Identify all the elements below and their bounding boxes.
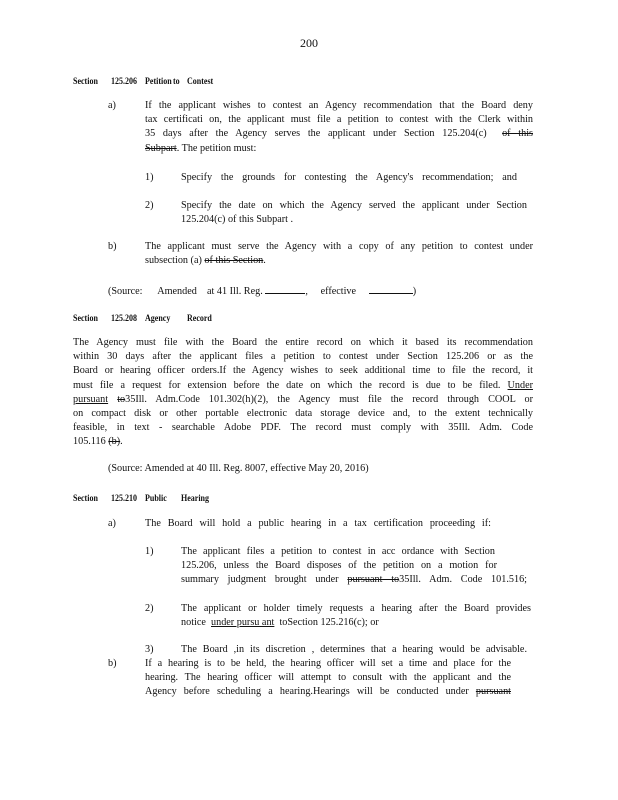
heading-word: Record [187, 313, 212, 324]
text-line: feasible, in text - searchable Adobe PDF. The record must comply with 35Ill. Adm. Code [73, 422, 533, 434]
text-line: hearing. The hearing officer will attempt to consult with the applicant and the [145, 672, 511, 684]
text-line: The Board ,in its discretion , determines that a hearing would be advisable. [181, 644, 527, 655]
text-run: Amended [157, 286, 197, 297]
heading-word: Public [145, 493, 167, 504]
heading-word: to [173, 76, 180, 87]
paragraph-206-a [145, 99, 533, 156]
text-run: . [263, 255, 266, 267]
deleted-text: of this Section [204, 255, 264, 267]
text-line: If a hearing is to be held, the hearing officer will set a time and place for the [145, 658, 511, 669]
text-run: 35Ill. Adm.Code 101.302(h)(2), the Agency must file the record through COOL or [125, 393, 534, 405]
paragraph-210-a-2 [181, 602, 531, 630]
source-note-208: (Source: Amended at 40 Ill. Reg. 8007, effective May 20, 2016) [108, 463, 369, 474]
deleted-text: pursuant to [347, 574, 400, 586]
text-run: 35 days after the Agency serves the applicant under Section 125.204(c) [145, 128, 487, 140]
paragraph-208 [73, 336, 533, 450]
item-label-b: b) [108, 658, 117, 669]
text-line: Board or hearing officer orders.If the Agency wishes to seek additional time to file the record, it [73, 365, 533, 377]
paragraph-210-a-1 [181, 545, 527, 588]
item-label-b: b) [108, 241, 117, 252]
text-line [73, 393, 533, 407]
text-line: If the applicant wishes to contest an Agency recommendation that the Board deny [145, 100, 533, 111]
paragraph-206-a-1 [181, 171, 517, 185]
text-line: 125.206, unless the Board disposes of the petition on a motion for [181, 560, 497, 572]
text-run: 35Ill. Adm. Code 101.516; [399, 574, 528, 586]
text-line: on compact disk or other portable electronic data storage device and, to the extent technically [73, 408, 533, 420]
heading-word: 125.208 [111, 313, 137, 324]
text-line: Specify the grounds for contesting the Agency's recommendation; and [181, 172, 517, 183]
inserted-text: under pursu ant [211, 617, 275, 629]
deleted-text: of this [502, 128, 533, 140]
section-heading-125-206 [73, 76, 213, 86]
item-label-a: a) [108, 518, 116, 529]
text-line: Specify the date on which the Agency served the applicant under Section [181, 200, 527, 211]
text-line [145, 685, 511, 699]
text-run: summary judgment brought under [181, 574, 339, 586]
text-run: Agency before scheduling a hearing.Hearings will be conducted under [145, 686, 469, 698]
text-line [181, 616, 531, 630]
paragraph-210-a [145, 517, 491, 531]
paragraph-206-b [145, 240, 533, 268]
text-line: 125.204(c) of this Subpart . [181, 214, 294, 226]
item-label-3: 3) [145, 644, 154, 655]
text-line [145, 254, 533, 268]
text-run: must file a request for extension before the date on which the record is due to be filed. [73, 379, 501, 391]
text-line [73, 435, 533, 449]
heading-word: Hearing [181, 493, 209, 504]
deleted-text: to [117, 393, 126, 405]
paragraph-210-b [145, 657, 511, 700]
text-line: within 30 days after the applicant files a petition to contest under Section 125.206 or as the [73, 351, 533, 363]
deleted-text: Subpart [145, 142, 177, 154]
item-label-1: 1) [145, 172, 154, 183]
text-line: The Agency must file with the Board the entire record on which it based its recommendation [73, 337, 533, 348]
text-run: subsection (a) [145, 255, 202, 267]
inserted-text: pursuant [73, 393, 109, 405]
text-run: . [120, 436, 123, 448]
text-line [145, 127, 533, 141]
text-run: . The petition must: [176, 142, 257, 154]
item-label-2: 2) [145, 603, 154, 614]
heading-word: 125.210 [111, 493, 137, 504]
heading-word: 125.206 [111, 76, 137, 87]
page-number: 200 [300, 36, 318, 50]
inserted-text: Under [507, 379, 533, 391]
section-heading-125-208 [73, 313, 212, 323]
text-line: The Board will hold a public hearing in a tax certification proceeding if: [145, 518, 491, 529]
text-line: The applicant or holder timely requests a hearing after the Board provides [181, 603, 531, 614]
text-line: The applicant must serve the Agency with a copy of any petition to contest under [145, 241, 533, 252]
text-run: 105.116 [73, 436, 106, 448]
text-run: effective [320, 286, 357, 297]
blank-line [369, 283, 413, 294]
text-line [181, 573, 527, 587]
heading-word: Section [73, 493, 98, 504]
text-line: tax certificati on, the applicant must file a petition to contest with the Clerk within [145, 114, 533, 126]
item-label-2: 2) [145, 200, 154, 211]
heading-word: Section [73, 76, 98, 87]
paragraph-210-a-3 [181, 643, 527, 657]
text-run: notice [181, 617, 206, 629]
section-heading-125-210 [73, 493, 209, 503]
text-line [73, 379, 533, 393]
text-run: at 41 Ill. Reg. [207, 286, 263, 297]
text-run: (Source: [108, 286, 143, 297]
text-run: toSection 125.216(c); or [279, 617, 379, 629]
heading-word: Agency [145, 313, 171, 324]
heading-word: Petition [145, 76, 172, 87]
paragraph-206-a-2 [181, 199, 527, 227]
item-label-1: 1) [145, 546, 154, 557]
heading-word: Section [73, 313, 98, 324]
item-label-a: a) [108, 100, 116, 111]
text-run: , [305, 286, 308, 297]
text-line: The applicant files a petition to contest in acc ordance with Section [181, 546, 495, 557]
text-line [145, 142, 533, 156]
text-run: ) [412, 286, 417, 297]
source-note-206 [108, 283, 416, 297]
heading-word: Contest [187, 76, 214, 87]
deleted-text: (b) [108, 436, 121, 448]
blank-line [265, 283, 305, 294]
deleted-text: pursuant [475, 686, 511, 698]
